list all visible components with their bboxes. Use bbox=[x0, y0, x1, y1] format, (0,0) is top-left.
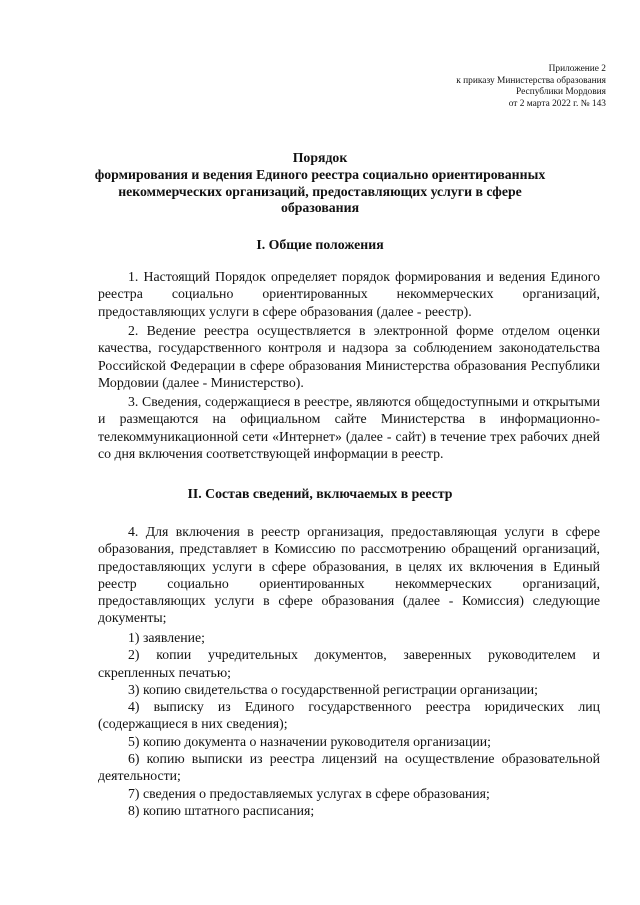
list-item: 5) копию документа о назначении руководителя организации; bbox=[128, 733, 492, 749]
paragraph-2: 2. Ведение реестра осуществляется в электронной форме отделом оценки качества, государственного контроля и надзора за соблюдением законодательства Российской Федерации в сфере образования Министерства образования Республики Мордовии (далее - Министерство). bbox=[98, 323, 600, 390]
paragraph-4: 4. Для включения в реестр организация, предоставляющая услуги в сфере образования, представляет в Комиссию по рассмотрению обращений организаций, предоставляющих услуги в сфере образования, в целях их включения в Единый реестр социально ориентированных некоммерческих организаций, предоставляющих услуги в сфере образования (далее - Комиссия) следующие документы; bbox=[98, 524, 600, 626]
title-line: формирования и ведения Единого реестра социально ориентированных bbox=[94, 166, 546, 182]
annex-header bbox=[346, 64, 606, 110]
list-item: 3) копию свидетельства о государственной регистрации организации; bbox=[128, 681, 538, 697]
paragraph-3: 3. Сведения, содержащиеся в реестре, являются общедоступными и открытыми и размещаются на официальном сайте Министерства в информационно-телекоммуникационной сети «Интернет» (далее - сайт) в течение трех рабочих дней со дня включения соответствующей информации в реестр. bbox=[98, 394, 600, 461]
annex-line: Республики Мордовия bbox=[516, 87, 606, 98]
list-item: 7) сведения о предоставляемых услугах в сфере образования; bbox=[128, 785, 490, 801]
document-list bbox=[98, 629, 600, 819]
annex-line: Приложение 2 bbox=[548, 64, 606, 74]
annex-line: к приказу Министерства образования bbox=[456, 75, 606, 86]
section-heading-general: I. Общие положения bbox=[256, 237, 384, 252]
list-item: 2) копии учредительных документов, заверенных руководителем и скрепленных печатью; bbox=[98, 647, 600, 680]
annex-line: от 2 марта 2022 г. № 143 bbox=[508, 98, 606, 109]
title-line: Порядок bbox=[292, 150, 348, 165]
list-item: 8) копию штатного расписания; bbox=[128, 802, 315, 818]
paragraph-1: 1. Настоящий Порядок определяет порядок формирования и ведения Единого реестра социально ориентированных некоммерческих организаций, предоставляющих услуги в сфере образования (далее - реестр). bbox=[98, 269, 600, 319]
list-item: 6) копию выписки из реестра лицензий на осуществление образовательной деятельности; bbox=[98, 751, 600, 784]
title-line: некоммерческих организаций, предоставляющих услуги в сфере bbox=[118, 183, 522, 199]
list-item: 4) выписку из Единого государственного реестра юридических лиц (содержащиеся в них сведения); bbox=[98, 699, 600, 732]
title-line: образования bbox=[280, 200, 360, 216]
list-item: 1) заявление; bbox=[128, 630, 205, 645]
document-title bbox=[60, 150, 580, 217]
section-heading-registry-content: II. Состав сведений, включаемых в реестр bbox=[187, 486, 453, 501]
